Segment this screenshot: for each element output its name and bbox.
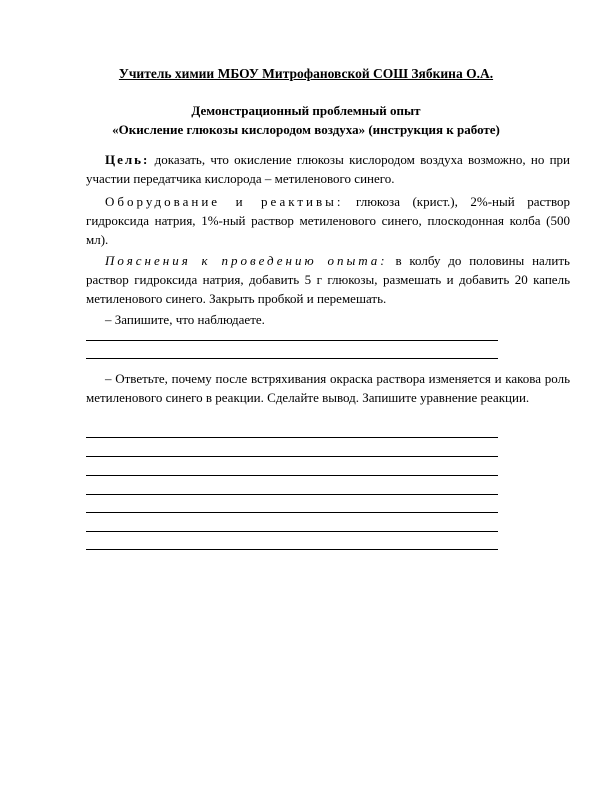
equipment-text: глюкоза (крист.), 2%-ный раствор гидроксида натрия, 1%-ный раствор метиленового синего, плоскодонная колба (500 мл). (86, 194, 570, 247)
question-observe: – Запишите, что наблюдаете. (105, 312, 265, 327)
goal-paragraph (86, 150, 570, 188)
document-title: Демонстрационный проблемный опыт (191, 103, 421, 118)
answer-line[interactable] (86, 456, 498, 457)
document-subtitle: «Окисление глюкозы кислородом воздуха» (инструкция к работе) (112, 122, 500, 137)
equipment-paragraph (86, 192, 570, 249)
answer-line[interactable] (86, 475, 498, 476)
explanation-text: в колбу до половины налить раствор гидроксида натрия, добавить 5 г глюкозы, размешать и добавить 20 капель метиленового синего. Закрыть пробкой и перемешать. (86, 253, 570, 306)
author-line: Учитель химии МБОУ Митрофановской СОШ Зябкина О.А. (118, 66, 494, 81)
answer-line[interactable] (86, 531, 498, 532)
answer-line[interactable] (86, 340, 498, 341)
explanation-paragraph (86, 251, 570, 308)
answer-line[interactable] (86, 437, 498, 438)
goal-text: доказать, что окисление глюкозы кислородом воздуха возможно, но при участии передатчика кислорода – метиленового синего. (86, 152, 570, 186)
answer-line[interactable] (86, 358, 498, 359)
equipment-label: Оборудование и реактивы: (105, 194, 344, 209)
explanation-label: Пояснения к проведению опыта: (105, 253, 388, 268)
answer-line[interactable] (86, 549, 498, 550)
question-explain: – Ответьте, почему после встряхивания окраска раствора изменяется и какова роль метиленового синего в реакции. Сделайте вывод. Запишите уравнение реакции. (86, 371, 570, 405)
answer-line[interactable] (86, 512, 498, 513)
answer-line[interactable] (86, 494, 498, 495)
goal-label: Цель: (105, 152, 150, 167)
